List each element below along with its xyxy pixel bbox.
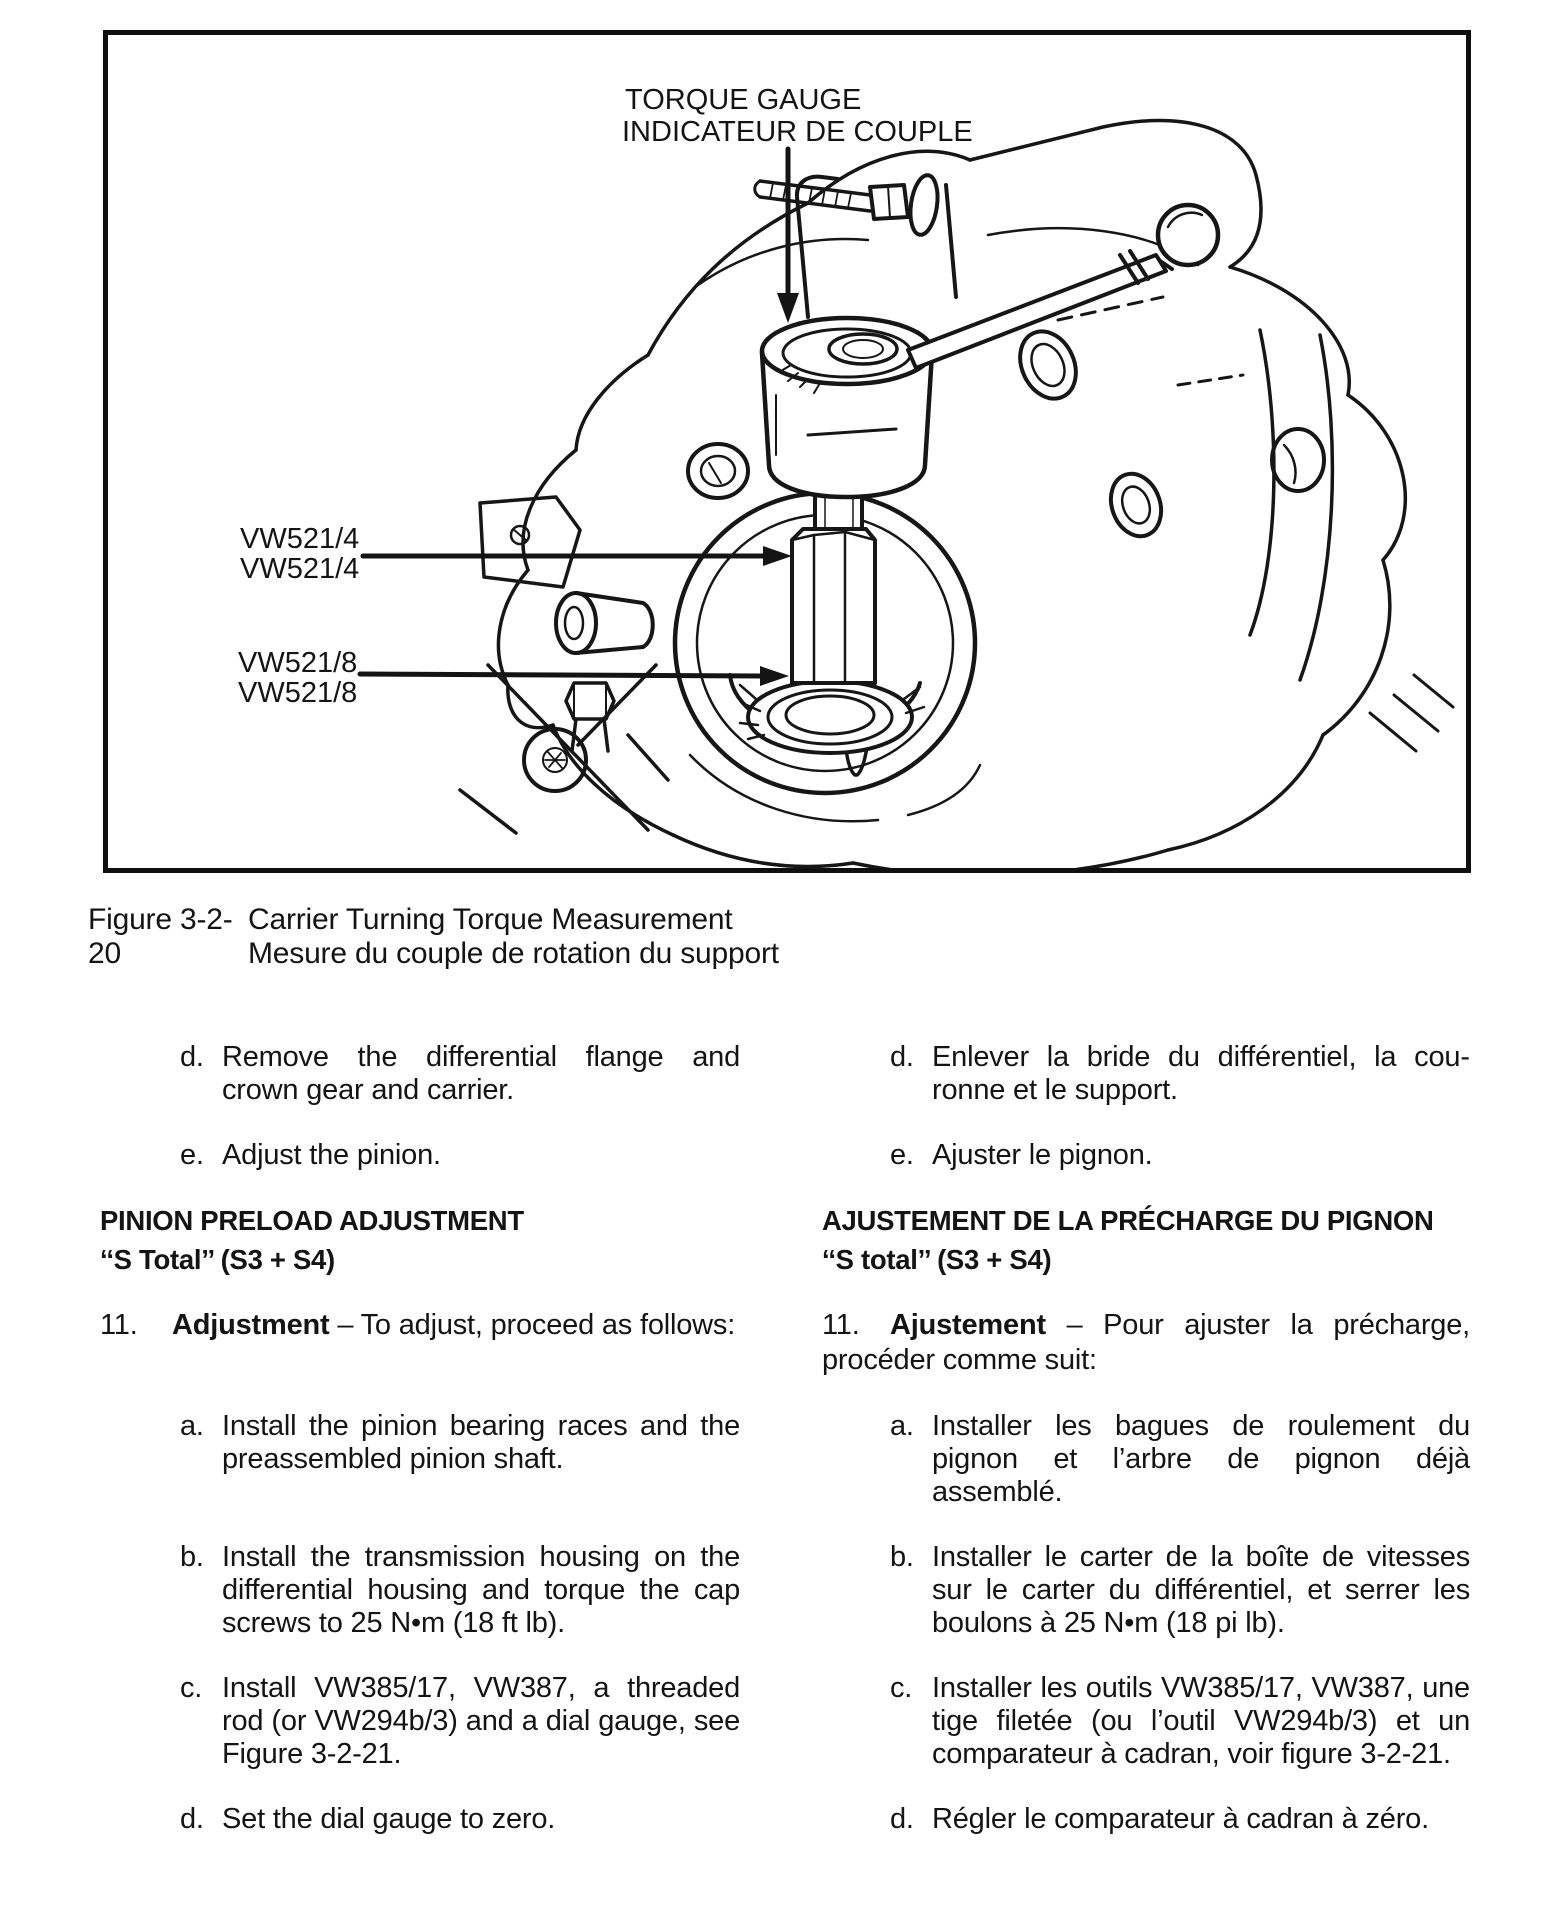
figure-caption-title-en: Carrier Turning Torque Measurement bbox=[248, 903, 733, 936]
fr-item-b-letter: b. bbox=[890, 1541, 914, 1573]
fr-item-b bbox=[822, 1541, 1470, 1640]
en-item-b-letter: b. bbox=[180, 1541, 204, 1573]
figure-3-2-20 bbox=[103, 30, 1471, 873]
en-section-heading bbox=[100, 1204, 740, 1276]
vw521-4-arrowhead bbox=[763, 546, 792, 566]
figure-caption-number: Figure 3-2-20 bbox=[88, 903, 233, 970]
en-item-c bbox=[100, 1672, 740, 1771]
fr-item-e bbox=[822, 1139, 1470, 1172]
en-step-11-keyword: Adjustment bbox=[172, 1309, 330, 1341]
torque-gauge-label-line2: INDICATEUR DE COUPLE bbox=[622, 116, 973, 148]
fr-item-a-letter: a. bbox=[890, 1410, 914, 1442]
fr-item-d-text: Enlever la bride du différentiel, la couronne et le support. bbox=[932, 1041, 1470, 1106]
en-item-c-letter: c. bbox=[180, 1672, 203, 1704]
en-item-d-text: Remove the differential flange and crown gear and carrier. bbox=[222, 1041, 740, 1106]
torque-gauge-drawing bbox=[755, 173, 1218, 497]
fr-item-d bbox=[822, 1041, 1470, 1107]
en-item-d-letter: d. bbox=[180, 1041, 204, 1073]
fr-item-d2-text: Régler le comparateur à cadran à zéro. bbox=[932, 1803, 1429, 1835]
en-item-b bbox=[100, 1541, 740, 1640]
en-item-b-text: Install the transmission housing on the differential housing and torque the cap screws to 25 N•m (18 ft lb). bbox=[222, 1541, 740, 1639]
figure-drawing bbox=[108, 35, 1466, 868]
vw521-8-label-line2: VW521/8 bbox=[238, 677, 358, 709]
procedure-text bbox=[100, 1041, 1470, 1836]
en-section-heading-line1: PINION PRELOAD ADJUSTMENT bbox=[100, 1205, 524, 1236]
fr-item-c bbox=[822, 1672, 1470, 1771]
fr-item-e-letter: e. bbox=[890, 1139, 914, 1171]
fr-step-11-text: – Pour ajuster la précharge, procéder comme suit: bbox=[822, 1309, 1470, 1376]
fr-item-d-letter: d. bbox=[890, 1041, 914, 1073]
housing-drawing bbox=[460, 121, 1453, 868]
vw521-4-label-line2: VW521/4 bbox=[240, 553, 360, 585]
fr-step-11 bbox=[822, 1308, 1470, 1378]
fr-item-b-text: Installer le carter de la boîte de vitesses sur le carter du différentiel, et serrer les boulons à 25 N•m (18 pi lb). bbox=[932, 1541, 1470, 1639]
en-item-e-text: Adjust the pinion. bbox=[222, 1139, 441, 1171]
adapter-shaft-drawing bbox=[792, 475, 875, 683]
en-item-d2 bbox=[100, 1803, 740, 1836]
en-item-a-letter: a. bbox=[180, 1410, 204, 1442]
torque-gauge-arrowhead bbox=[777, 293, 799, 323]
vw521-8-arrow-shaft bbox=[360, 674, 760, 676]
en-item-d2-text: Set the dial gauge to zero. bbox=[222, 1803, 556, 1835]
callout-vw521-8 bbox=[238, 647, 789, 709]
figure-caption bbox=[88, 903, 1148, 971]
fr-item-e-text: Ajuster le pignon. bbox=[932, 1139, 1153, 1171]
fr-item-d2 bbox=[822, 1803, 1470, 1836]
figure-caption-title-fr: Mesure du couple de rotation du support bbox=[248, 937, 779, 970]
fr-item-d2-letter: d. bbox=[890, 1803, 914, 1835]
vw521-4-label-line1: VW521/4 bbox=[240, 523, 360, 555]
fr-step-11-keyword: Ajustement bbox=[890, 1309, 1046, 1341]
en-step-11-number: 11. bbox=[100, 1309, 138, 1341]
en-item-a bbox=[100, 1410, 740, 1509]
vw521-8-label-line1: VW521/8 bbox=[238, 647, 358, 679]
fr-item-a-text: Installer les bagues de roulement du pignon et l’arbre de pignon déjà assemblé. bbox=[932, 1410, 1470, 1508]
en-step-11 bbox=[100, 1308, 740, 1378]
fr-step-11-number: 11. bbox=[822, 1309, 860, 1341]
vw521-8-arrowhead bbox=[760, 666, 789, 686]
fr-section-heading bbox=[822, 1204, 1470, 1276]
fr-section-heading-line1: AJUSTEMENT DE LA PRÉCHARGE DU PIGNON bbox=[822, 1205, 1434, 1236]
en-item-d bbox=[100, 1041, 740, 1107]
fr-item-c-letter: c. bbox=[890, 1672, 913, 1704]
en-item-d2-letter: d. bbox=[180, 1803, 204, 1835]
fr-item-a bbox=[822, 1410, 1470, 1509]
en-section-heading-line2: ‘‘S Total’’ (S3 + S4) bbox=[100, 1244, 335, 1275]
en-item-c-text: Install VW385/17, VW387, a threaded rod (or VW294b/3) and a dial gauge, see Figure 3-2-21. bbox=[222, 1672, 740, 1770]
torque-gauge-label-line1: TORQUE GAUGE bbox=[625, 84, 862, 116]
en-item-e bbox=[100, 1139, 740, 1172]
en-item-e-letter: e. bbox=[180, 1139, 204, 1171]
en-step-11-text: – To adjust, proceed as follows: bbox=[329, 1309, 736, 1341]
fr-item-c-text: Installer les outils VW385/17, VW387, une tige filetée (ou l’outil VW294b/3) et un comparateur à cadran, voir figure 3-2-21. bbox=[932, 1672, 1470, 1770]
bearing-race-drawing bbox=[740, 681, 924, 753]
fr-section-heading-line2: ‘‘S total’’ (S3 + S4) bbox=[822, 1244, 1052, 1275]
en-item-a-text: Install the pinion bearing races and the preassembled pinion shaft. bbox=[222, 1410, 740, 1475]
